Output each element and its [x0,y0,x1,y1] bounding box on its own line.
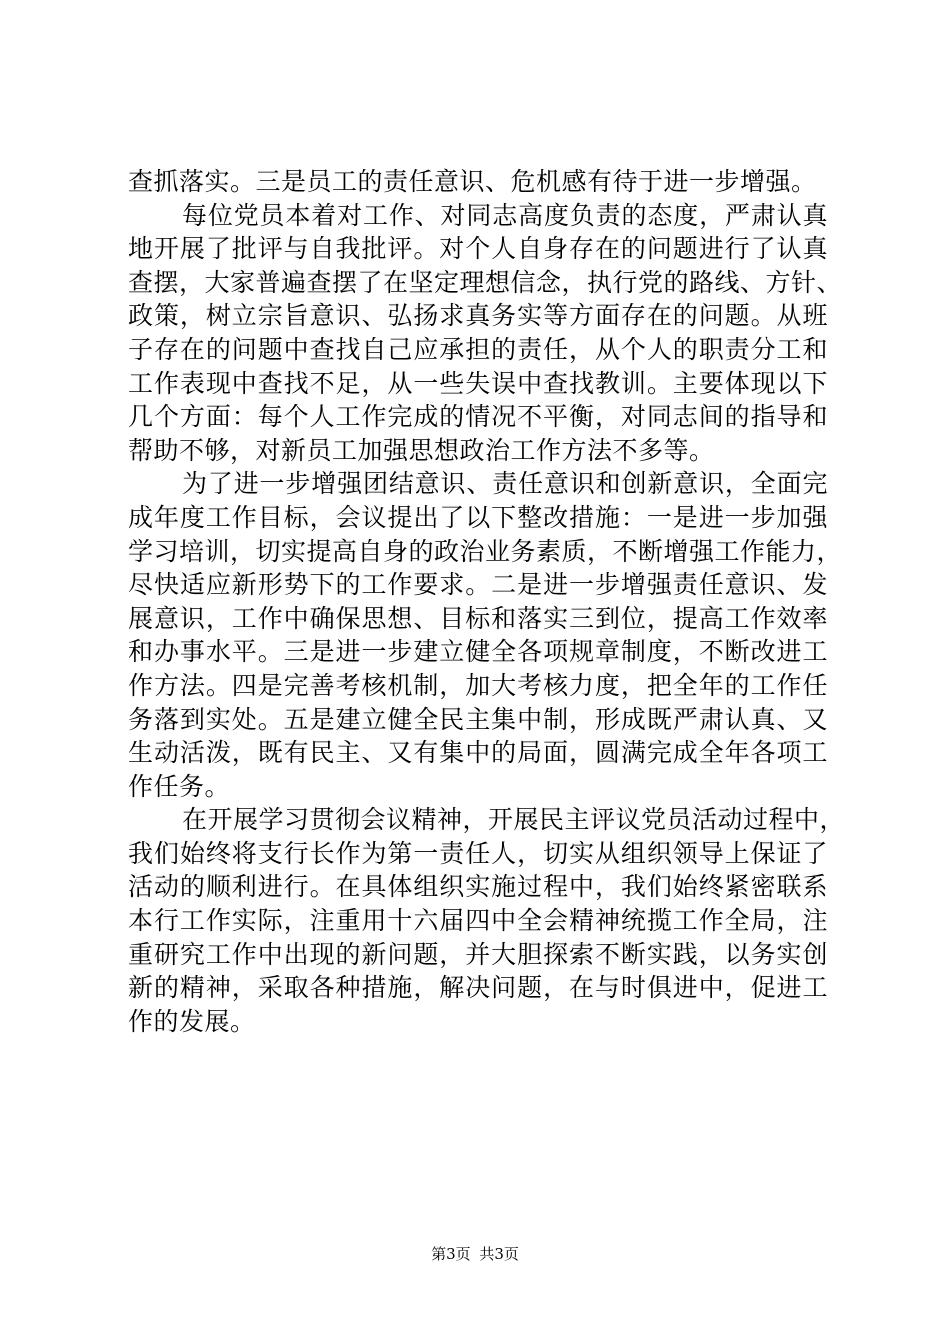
text-line: 展意识，工作中确保思想、目标和落实三到位，提高工作效率 [128,603,828,633]
text-line: 重研究工作中出现的新问题，并大胆探索不断实践，以务实创 [128,939,828,969]
text-line: 本行工作实际，注重用十六届四中全会精神统揽工作全局，注 [128,906,828,936]
text-line: 务落到实处。五是建立健全民主集中制，形成既严肃认真、又 [128,704,828,734]
text-line: 活动的顺利进行。在具体组织实施过程中，我们始终紧密联系 [128,872,828,902]
text-line: 成年度工作目标，会议提出了以下整改措施：一是进一步加强 [128,502,828,532]
document-body [128,165,846,1038]
page-number: 第3页 [431,1245,471,1263]
text-line: 作的发展。 [128,1006,256,1036]
text-line: 政策，树立宗旨意识、弘扬求真务实等方面存在的问题。从班 [128,301,828,331]
text-line: 为了进一步增强团结意识、责任意识和创新意识，全面完 [182,469,828,499]
text-line: 作任务。 [128,771,231,801]
text-line: 工作表现中查找不足，从一些失误中查找教训。主要体现以下 [128,368,828,398]
text-line: 生动活泼，既有民主、又有集中的局面，圆满完成全年各项工 [128,738,828,768]
text-line: 子存在的问题中查找自己应承担的责任，从个人的职责分工和 [128,334,828,364]
page-footer [0,1244,950,1264]
text-line: 作方法。四是完善考核机制，加大考核力度，把全年的工作任 [128,670,828,700]
text-line: 尽快适应新形势下的工作要求。二是进一步增强责任意识、发 [128,570,828,600]
text-line: 帮助不够，对新员工加强思想政治工作方法不多等。 [128,435,715,465]
text-line: 学习培训，切实提高自身的政治业务素质，不断增强工作能力， [128,536,843,566]
text-line: 每位党员本着对工作、对同志高度负责的态度，严肃认真 [182,200,828,230]
text-line: 我们始终将支行长作为第一责任人，切实从组织领导上保证了 [128,838,828,868]
text-line: 几个方面：每个人工作完成的情况不平衡，对同志间的指导和 [128,402,828,432]
text-line: 在开展学习贯彻会议精神，开展民主评议党员活动过程中， [182,805,846,835]
text-line: 地开展了批评与自我批评。对个人自身存在的问题进行了认真 [128,234,828,264]
text-line: 和办事水平。三是进一步建立健全各项规章制度，不断改进工 [128,637,828,667]
text-line: 新的精神，采取各种措施，解决问题，在与时俱进中，促进工 [128,973,828,1003]
text-line: 查摆，大家普遍查摆了在坚定理想信念，执行党的路线、方针、 [128,267,843,297]
text-line: 查抓落实。三是员工的责任意识、危机感有待于进一步增强。 [128,167,817,196]
page-total: 共3页 [479,1245,519,1263]
